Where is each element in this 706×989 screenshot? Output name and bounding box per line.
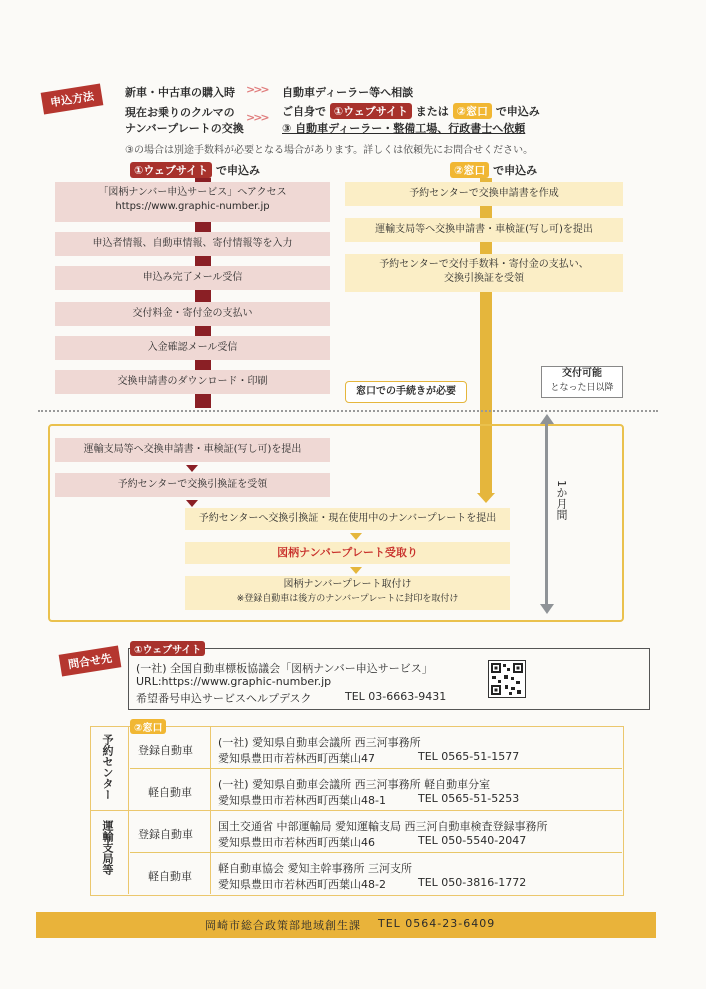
up-arrow-icon <box>540 414 554 424</box>
web-step3: 申込み完了メール受信 <box>55 266 330 290</box>
group1-label: 予約センター <box>101 734 114 800</box>
divider <box>130 768 622 769</box>
contact-row-tel: TEL 050-5540-2047 <box>418 834 527 847</box>
issue-label-box <box>541 366 623 398</box>
contact-row-type: 登録自動車 <box>138 744 193 757</box>
qr-code-icon[interactable] <box>488 660 526 698</box>
issue-label2: となった日以降 <box>550 383 614 393</box>
window-flow-suffix: で申込み <box>493 164 538 177</box>
web-step1-line2: https://www.graphic-number.jp <box>115 201 270 212</box>
contact-row-type: 軽自動車 <box>148 870 192 883</box>
contact-row-org: 軽自動車協会 愛知主幹事務所 三河支所 <box>218 862 412 875</box>
web-badge: ①ウェブサイト <box>330 103 412 119</box>
window-badge: ②窓口 <box>453 103 492 119</box>
issue-label1: 交付可能 <box>562 368 602 379</box>
duration-line <box>545 420 548 610</box>
web-step5: 入金確認メール受信 <box>55 336 330 360</box>
apply-note: ③の場合は別途手数料が必要となる場合があります。詳しくは依頼先にお問合せください。 <box>125 145 534 156</box>
contact-row-type: 軽自動車 <box>148 786 192 799</box>
web-step4: 交付料金・寄付金の支払い <box>55 302 330 326</box>
window-flow-badge: ②窓口 <box>450 162 489 178</box>
row2-right-post: で申込み <box>495 105 540 118</box>
web-step1 <box>55 182 330 222</box>
contact-row-addr: 愛知県豊田市若林西町西葉山46 <box>218 836 375 849</box>
row2-right <box>282 103 540 119</box>
common-step5-line1: 図柄ナンバープレート取付け <box>283 579 412 590</box>
divider <box>130 852 622 853</box>
common-step4: 図柄ナンバープレート受取り <box>185 542 510 564</box>
down-arrow-icon <box>186 500 198 507</box>
web-contact-desk: 希望番号申込サービスヘルプデスク <box>136 692 312 705</box>
web-contact-tel: TEL 03-6663-9431 <box>345 690 447 703</box>
row1-left: 新車・中古車の購入時 <box>125 86 235 99</box>
common-step5 <box>185 576 510 610</box>
down-arrow-icon <box>186 465 198 472</box>
window-step3-line1: 予約センターで交付手数料・寄付金の支払い、 <box>379 259 589 270</box>
web-contact-badge: ①ウェブサイト <box>130 641 205 656</box>
row2-left1: 現在お乗りのクルマの <box>125 106 235 119</box>
footer-tel: TEL 0564-23-6409 <box>378 917 496 930</box>
common-step2: 予約センターで交換引換証を受領 <box>55 473 330 497</box>
duration-label: 1か月間 <box>555 480 568 520</box>
window-step3 <box>345 254 623 292</box>
down-arrow-icon <box>540 604 554 614</box>
contact-row-tel: TEL 0565-51-5253 <box>418 792 520 805</box>
chevron-icon: >>> <box>246 111 268 124</box>
contact-row-org: (一社) 愛知県自動車会議所 西三河事務所 <box>218 736 421 749</box>
common-step5-line2: ※登録自動車は後方のナンバープレートに封印を取付け <box>236 594 459 604</box>
contact-row-type: 登録自動車 <box>138 828 193 841</box>
separator <box>38 410 658 412</box>
web-flow-suffix: で申込み <box>215 164 260 177</box>
contact-row-org: (一社) 愛知県自動車会議所 西三河事務所 軽自動車分室 <box>218 778 491 791</box>
chevron-icon: >>> <box>246 83 268 96</box>
contact-row-tel: TEL 050-3816-1772 <box>418 876 527 889</box>
down-arrow-icon <box>350 533 362 540</box>
window-flow-header <box>450 162 537 178</box>
web-contact-org: (一社) 全国自動車標板協議会「図柄ナンバー申込サービス」 <box>136 662 433 675</box>
common-step3: 予約センターへ交換引換証・現在使用中のナンバープレートを提出 <box>185 508 510 530</box>
group2-label: 運輸支局等 <box>101 820 114 875</box>
web-flow-header <box>130 162 260 178</box>
window-step1: 予約センターで交換申請書を作成 <box>345 182 623 206</box>
divider <box>128 726 129 894</box>
contact-row-addr: 愛知県豊田市若林西町西葉山48-2 <box>218 878 386 891</box>
contact-row-addr: 愛知県豊田市若林西町西葉山47 <box>218 752 375 765</box>
web-step2: 申込者情報、自動車情報、寄付情報等を入力 <box>55 232 330 256</box>
contact-row-org: 国土交通省 中部運輸局 愛知運輸支局 西三河自動車検査登録事務所 <box>218 820 548 833</box>
down-arrow-icon <box>350 567 362 574</box>
contact-row-tel: TEL 0565-51-1577 <box>418 750 520 763</box>
divider <box>210 726 211 894</box>
web-step6: 交換申請書のダウンロード・印刷 <box>55 370 330 394</box>
web-contact-url[interactable]: URL:https://www.graphic-number.jp <box>136 675 332 688</box>
window-step2: 運輸支局等へ交換申請書・車検証(写し可)を提出 <box>345 218 623 242</box>
web-step1-line1: 「図柄ナンバー申込サービス」へアクセス <box>98 187 287 198</box>
or-label: または <box>415 105 449 118</box>
window-contact-badge: ②窓口 <box>130 719 166 734</box>
window-step3-line2: 交換引換証を受領 <box>444 273 524 284</box>
row2-left2: ナンバープレートの交換 <box>125 122 244 135</box>
divider <box>90 810 622 811</box>
row1-right: 自動車ディーラー等へ相談 <box>282 86 414 99</box>
row2-right-pre: ご自身で <box>282 105 326 118</box>
footer-dept: 岡崎市総合政策部地域創生課 <box>205 919 361 932</box>
web-flow-badge: ①ウェブサイト <box>130 162 212 178</box>
contact-tag: 問合せ先 <box>59 645 122 676</box>
window-required-callout: 窓口での手続きが必要 <box>345 381 467 403</box>
row3-right: ③ 自動車ディーラー・整備工場、行政書士へ依頼 <box>282 122 526 135</box>
contact-row-addr: 愛知県豊田市若林西町西葉山48-1 <box>218 794 386 807</box>
common-step1: 運輸支局等へ交換申請書・車検証(写し可)を提出 <box>55 438 330 462</box>
apply-method-tag: 申込方法 <box>41 83 104 114</box>
